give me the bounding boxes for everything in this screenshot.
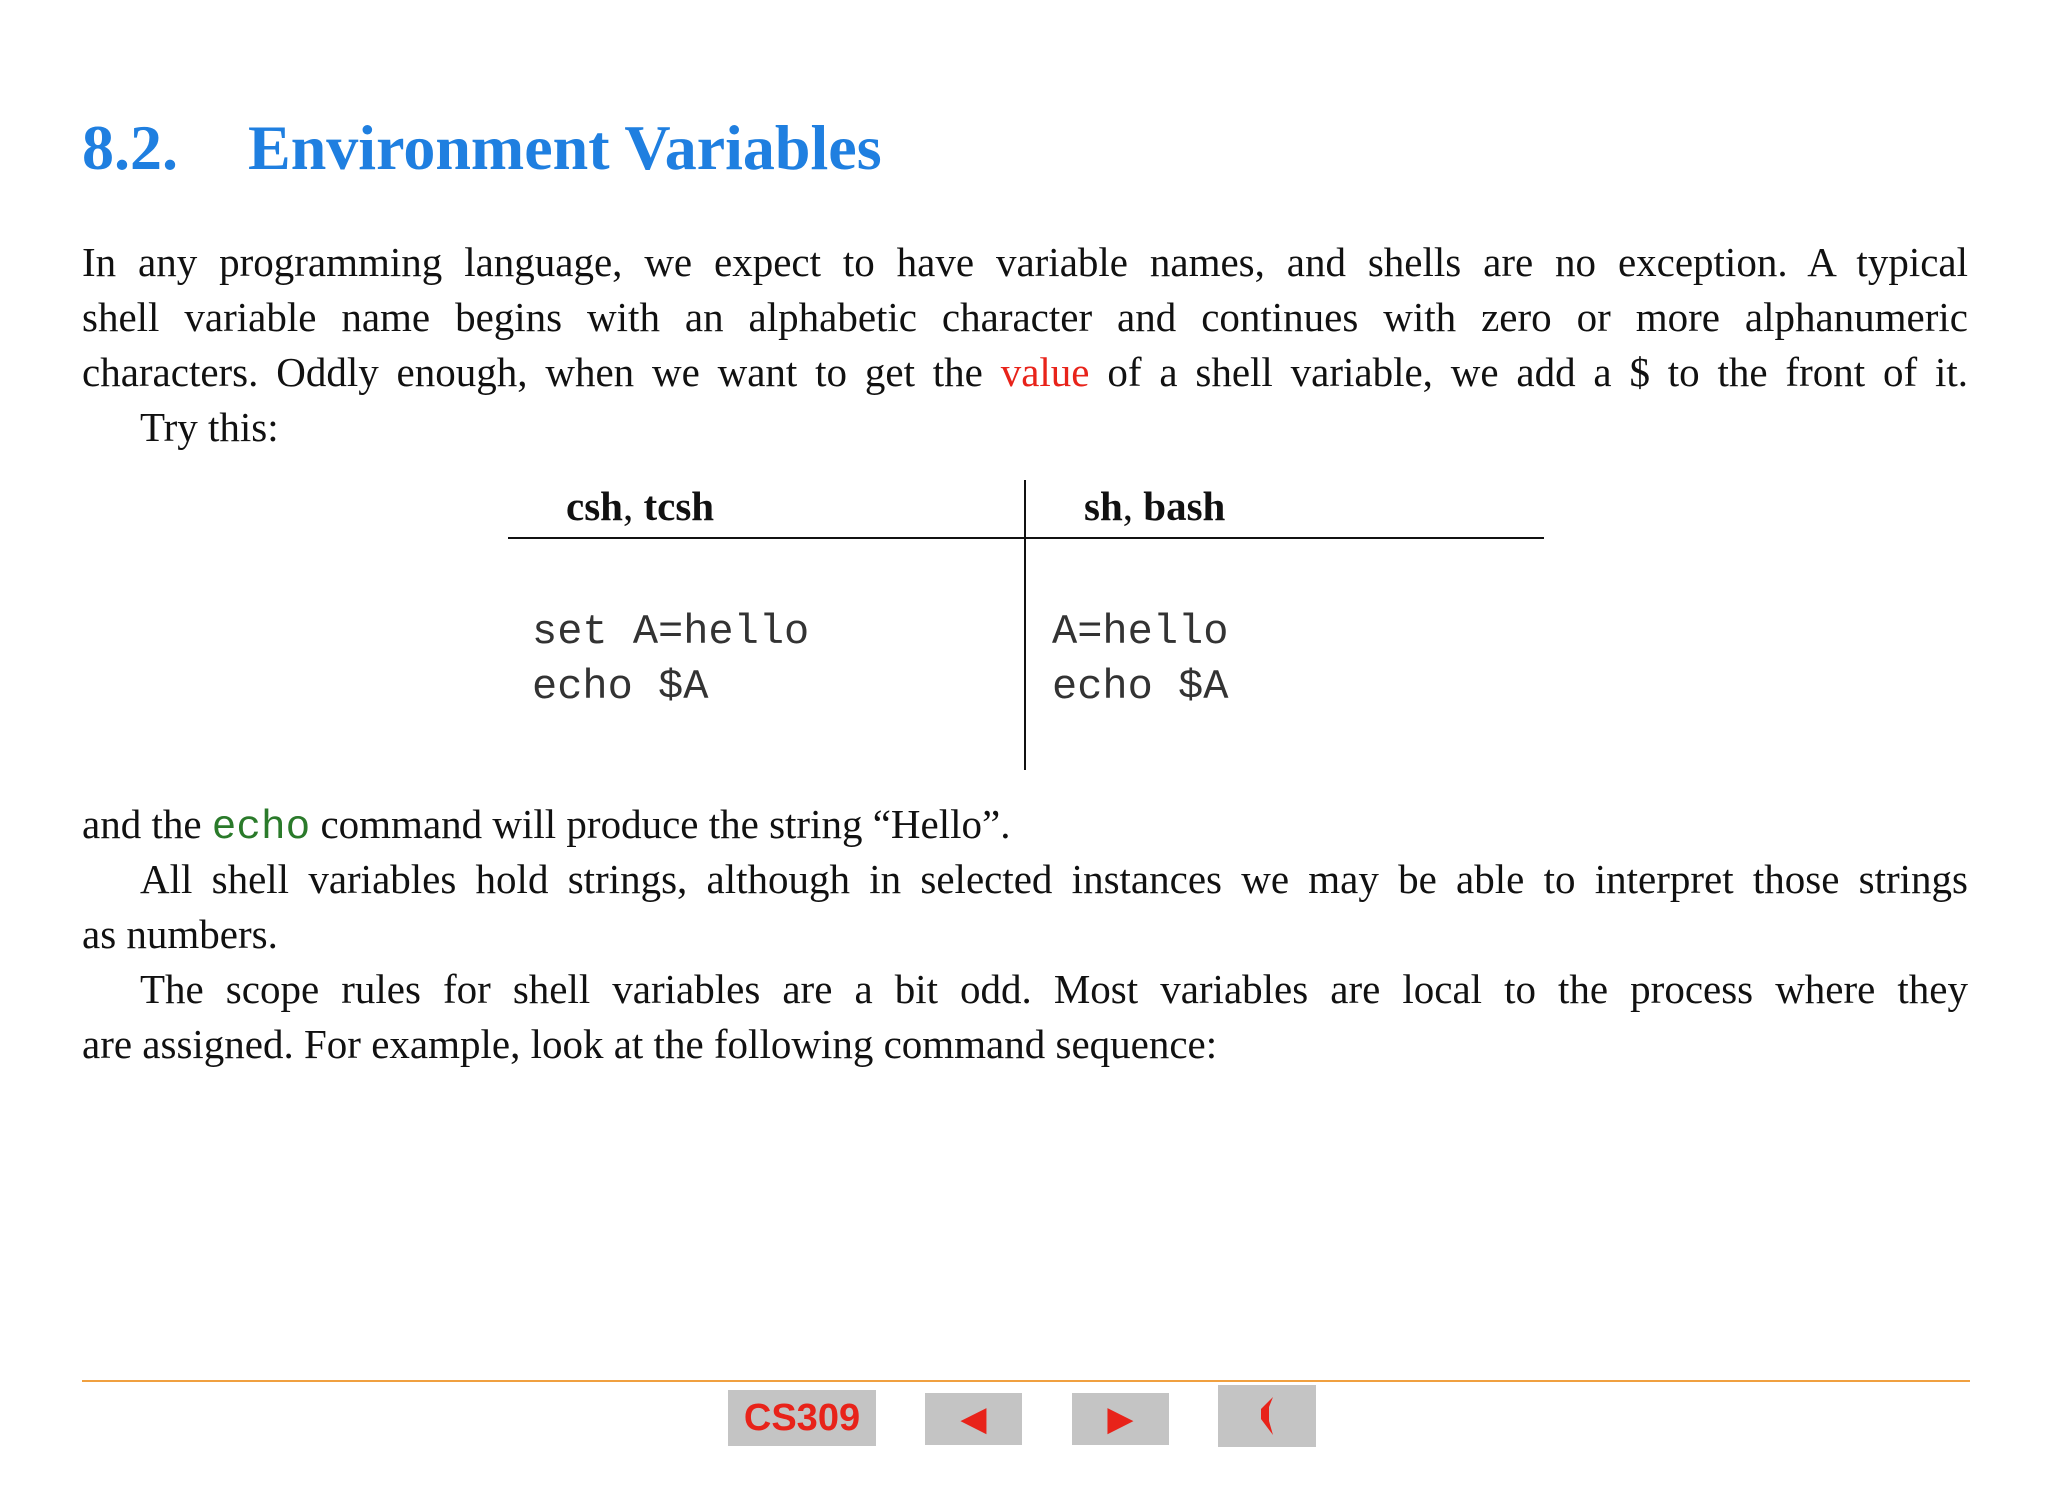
- echo-text: and the: [82, 801, 212, 847]
- section-number: 8.2.: [82, 112, 178, 183]
- strings-line: All shell variables hold strings, although in selected instances we may be able to interpret those strings: [140, 856, 1968, 902]
- shell-comparison-table: [508, 480, 1544, 770]
- intro-line: shell variable name begins with an alphabetic character and continues with zero or more alphanumeric: [82, 294, 1968, 340]
- section-title: Environment Variables: [248, 112, 882, 183]
- scope-line: are assigned. For example, look at the following command sequence:: [82, 1021, 1218, 1067]
- strings-paragraph: [82, 852, 1968, 907]
- footer-divider: [82, 1380, 1970, 1382]
- value-highlight: value: [1000, 349, 1090, 395]
- intro-paragraph: [82, 235, 1968, 400]
- code-line: echo $A: [1052, 663, 1229, 711]
- csh-label: csh: [566, 483, 623, 529]
- header-separator: ,: [1122, 483, 1144, 529]
- sh-bash-header: [1084, 480, 1225, 532]
- table-column-divider: [1024, 480, 1026, 770]
- return-icon: [1253, 1395, 1281, 1437]
- tcsh-label: tcsh: [643, 483, 715, 529]
- arrow-left-icon: ◀: [960, 1400, 987, 1438]
- arrow-right-icon: ▶: [1107, 1400, 1134, 1438]
- echo-paragraph: [82, 797, 1968, 856]
- csh-tcsh-header: [566, 480, 714, 532]
- try-this-line: Try this:: [140, 404, 279, 450]
- scope-paragraph-end: [82, 1017, 1968, 1072]
- echo-text: command will produce the string “Hello”.: [310, 801, 1011, 847]
- strings-line: as numbers.: [82, 911, 278, 957]
- sh-label: sh: [1084, 483, 1123, 529]
- echo-inline-code: echo: [211, 805, 311, 851]
- try-this-paragraph: [82, 400, 1968, 455]
- scope-paragraph: [82, 962, 1968, 1017]
- code-line: echo $A: [532, 663, 709, 711]
- scope-line: The scope rules for shell variables are a bit odd. Most variables are local to the process where they: [140, 966, 1968, 1012]
- return-button[interactable]: [1218, 1385, 1316, 1447]
- bash-label: bash: [1143, 483, 1226, 529]
- course-home-button[interactable]: CS309: [728, 1390, 876, 1446]
- intro-line: [82, 345, 1968, 400]
- header-separator: ,: [622, 483, 644, 529]
- csh-code-block: [532, 605, 809, 715]
- intro-text: of a shell variable, we add a $ to the front of it.: [1089, 349, 1968, 395]
- echo-line: [82, 797, 1968, 856]
- intro-line: In any programming language, we expect to have variable names, and shells are no exception. A typical: [82, 239, 1968, 285]
- intro-text: characters. Oddly enough, when we want to get the: [82, 349, 1001, 395]
- strings-paragraph-end: [82, 907, 1968, 962]
- section-heading: [82, 108, 882, 188]
- next-page-button[interactable]: [1072, 1393, 1169, 1445]
- code-line: set A=hello: [532, 608, 810, 656]
- table-header-divider: [508, 537, 1544, 539]
- previous-page-button[interactable]: [925, 1393, 1022, 1445]
- code-line: A=hello: [1052, 608, 1229, 656]
- bash-code-block: [1052, 605, 1228, 715]
